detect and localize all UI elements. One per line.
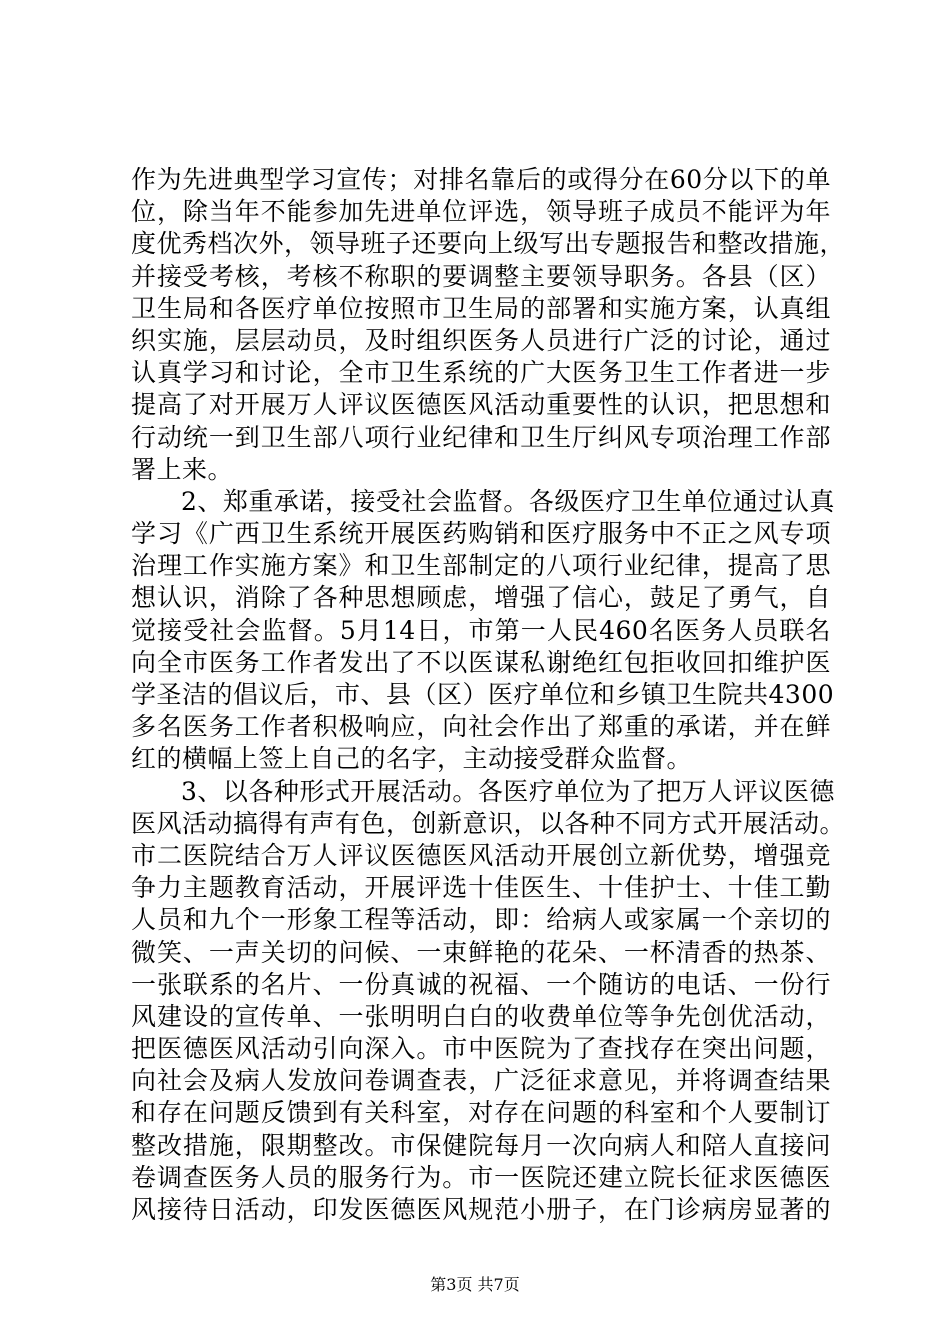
text-line: 微笑、一声关切的问候、一束鲜艳的花朵、一杯清香的热茶、 xyxy=(131,937,831,967)
text-line: 风接待日活动，印发医德医风规范小册子，在门诊病房显著的 xyxy=(131,1195,831,1224)
text-line: 一张联系的名片、一份真诚的祝福、一个随访的电话、一份行 xyxy=(131,969,831,999)
text-line: 风建设的宣传单、一张明明白白的收费单位等争先创优活动， xyxy=(131,1001,831,1031)
text-line: 医风活动搞得有声有色，创新意识，以各种不同方式开展活动。 xyxy=(131,808,846,838)
text-line: 向社会及病人发放问卷调查表，广泛征求意见，并将调查结果 xyxy=(131,1066,831,1096)
text-line: 卷调查医务人员的服务行为。市一医院还建立院长征求医德医 xyxy=(131,1162,831,1192)
text-line: 并接受考核，考核不称职的要调整主要领导职务。各县（区） xyxy=(131,261,831,291)
paragraph-start-line: 3、以各种形式开展活动。各医疗单位为了把万人评议医德 xyxy=(181,776,835,806)
text-line: 提高了对开展万人评议医德医风活动重要性的认识，把思想和 xyxy=(131,390,831,420)
paragraph-start-line: 2、郑重承诺，接受社会监督。各级医疗卫生单位通过认真 xyxy=(181,486,835,516)
text-line: 红的横幅上签上自己的名字，主动接受群众监督。 xyxy=(131,744,693,774)
text-line: 多名医务工作者积极响应，向社会作出了郑重的承诺，并在鲜 xyxy=(131,712,831,742)
text-line: 署上来。 xyxy=(131,454,234,484)
text-line: 向全市医务工作者发出了不以医谋私谢绝红包拒收回扣维护医 xyxy=(131,647,831,677)
text-line: 学习《广西卫生系统开展医药购销和医疗服务中不正之风专项 xyxy=(131,519,831,549)
text-line: 学圣洁的倡议后，市、县（区）医疗单位和乡镇卫生院共4300 xyxy=(131,680,835,709)
text-line: 把医德医风活动引向深入。市中医院为了查找存在突出问题， xyxy=(131,1034,831,1064)
document-body xyxy=(131,164,846,1226)
text-line: 行动统一到卫生部八项行业纪律和卫生厅纠风专项治理工作部 xyxy=(131,422,831,452)
text-line: 织实施，层层动员，及时组织医务人员进行广泛的讨论，通过 xyxy=(131,325,831,355)
page-number-footer: 第3页 共7页 xyxy=(430,1275,520,1294)
text-line: 认真学习和讨论，全市卫生系统的广大医务卫生工作者进一步 xyxy=(131,358,831,388)
text-line: 争力主题教育活动，开展评选十佳医生、十佳护士、十佳工勤 xyxy=(131,873,831,903)
text-line: 位，除当年不能参加先进单位评选，领导班子成员不能评为年 xyxy=(131,197,831,227)
text-line: 度优秀档次外，领导班子还要向上级写出专题报告和整改措施， xyxy=(131,229,846,259)
text-line: 作为先进典型学习宣传；对排名靠后的或得分在60分以下的单 xyxy=(131,165,831,194)
text-line: 整改措施，限期整改。市保健院每月一次向病人和陪人直接问 xyxy=(131,1130,831,1160)
text-line: 想认识，消除了各种思想顾虑，增强了信心，鼓足了勇气，自 xyxy=(131,583,831,613)
text-line: 和存在问题反馈到有关科室，对存在问题的科室和个人要制订 xyxy=(131,1098,831,1128)
text-line: 市二医院结合万人评议医德医风活动开展创立新优势，增强竞 xyxy=(131,840,831,870)
text-line: 治理工作实施方案》和卫生部制定的八项行业纪律，提高了思 xyxy=(131,551,831,581)
text-line: 人员和九个一形象工程等活动，即：给病人或家属一个亲切的 xyxy=(131,905,831,935)
text-line: 卫生局和各医疗单位按照市卫生局的部署和实施方案，认真组 xyxy=(131,293,831,323)
text-line: 觉接受社会监督。5月14日，市第一人民460名医务人员联名 xyxy=(131,615,831,645)
